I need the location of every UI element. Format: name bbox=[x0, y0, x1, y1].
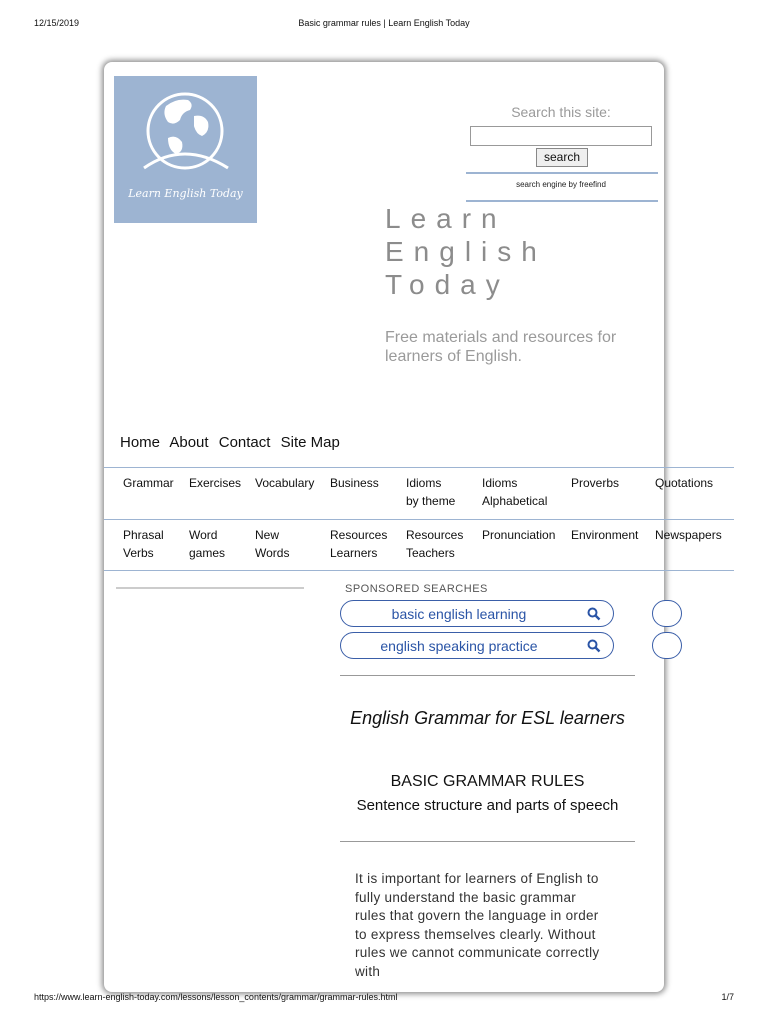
menu-item-environment[interactable]: Environment bbox=[571, 528, 639, 542]
site-tagline: Free materials and resources for learners of English. bbox=[385, 329, 617, 365]
menu-item-idioms-by-theme[interactable]: Idioms by theme bbox=[406, 476, 456, 508]
print-page-number: 1/7 bbox=[721, 992, 734, 1002]
article-heading: English Grammar for ESL learners bbox=[350, 708, 625, 728]
sponsored-search-link[interactable] bbox=[652, 600, 682, 627]
menu-item-resources-teachers[interactable]: Resources Teachers bbox=[406, 528, 464, 560]
sponsored-search-link[interactable] bbox=[340, 600, 614, 627]
divider bbox=[466, 172, 658, 174]
sponsored-label: SPONSORED SEARCHES bbox=[345, 583, 488, 595]
menu-item-proverbs[interactable]: Proverbs bbox=[571, 476, 620, 490]
nav-home[interactable]: Home bbox=[120, 434, 161, 451]
sponsored-search-link[interactable] bbox=[340, 632, 614, 659]
logo-text: Learn English Today bbox=[128, 187, 243, 200]
print-footer bbox=[0, 992, 768, 1006]
nav-about[interactable]: About bbox=[169, 434, 209, 451]
menu-item-resources-learners[interactable]: Resources Learners bbox=[330, 528, 388, 560]
menu-divider bbox=[104, 519, 734, 520]
sponsored-search-text: basic english learning bbox=[391, 606, 527, 622]
print-date: 12/15/2019 bbox=[34, 18, 80, 28]
top-nav bbox=[120, 434, 346, 451]
menu-item-grammar[interactable]: Grammar bbox=[123, 476, 174, 490]
search-button[interactable]: search bbox=[536, 148, 588, 167]
nav-site-map[interactable]: Site Map bbox=[280, 434, 340, 451]
menu-item-pronunciation[interactable]: Pronunciation bbox=[482, 528, 556, 542]
print-url: https://www.learn-english-today.com/lessons/lesson_contents/grammar/grammar-rules.html bbox=[34, 992, 398, 1002]
search-icon bbox=[587, 639, 601, 653]
category-menu bbox=[104, 467, 734, 571]
sponsored-search-link[interactable] bbox=[652, 632, 682, 659]
search-icon bbox=[587, 607, 601, 621]
menu-item-phrasal-verbs[interactable]: Phrasal Verbs bbox=[123, 528, 164, 560]
menu-item-new-words[interactable]: New Words bbox=[255, 528, 290, 560]
search-engine-credit[interactable]: search engine by freefind bbox=[516, 180, 606, 189]
menu-item-word-games[interactable]: Word games bbox=[189, 528, 226, 560]
menu-item-vocabulary[interactable]: Vocabulary bbox=[255, 476, 315, 490]
print-title: Basic grammar rules | Learn English Today bbox=[298, 18, 470, 28]
menu-item-quotations[interactable]: Quotations bbox=[655, 476, 714, 490]
article-intro: It is important for learners of English to fully understand the basic grammar rules that govern the language in order to express themselves clearly. Without rules we cannot communicate correctly with bbox=[355, 871, 600, 979]
search-input[interactable] bbox=[470, 126, 652, 146]
site-title-line: English bbox=[385, 236, 547, 267]
nav-contact[interactable]: Contact bbox=[218, 434, 271, 451]
sponsored-search-text: english speaking practice bbox=[380, 638, 538, 654]
site-logo[interactable] bbox=[114, 76, 257, 223]
menu-item-business[interactable]: Business bbox=[330, 476, 379, 490]
print-header bbox=[0, 18, 768, 32]
site-title-line: Learn bbox=[385, 203, 507, 234]
search-label: Search this site: bbox=[511, 104, 611, 120]
site-title-line: Today bbox=[385, 269, 510, 300]
article-title: BASIC GRAMMAR RULES bbox=[390, 773, 585, 790]
divider bbox=[340, 675, 635, 676]
article-subtitle: Sentence structure and parts of speech bbox=[356, 797, 619, 814]
page-frame bbox=[104, 62, 722, 992]
menu-item-idioms-alphabetical[interactable]: Idioms Alphabetical bbox=[482, 476, 548, 508]
globe-logo-icon bbox=[114, 76, 257, 223]
divider bbox=[340, 841, 635, 842]
site-title bbox=[385, 202, 547, 301]
menu-item-newspapers[interactable]: Newspapers bbox=[655, 528, 722, 542]
sidebar-divider bbox=[116, 587, 304, 589]
menu-item-exercises[interactable]: Exercises bbox=[189, 476, 242, 490]
